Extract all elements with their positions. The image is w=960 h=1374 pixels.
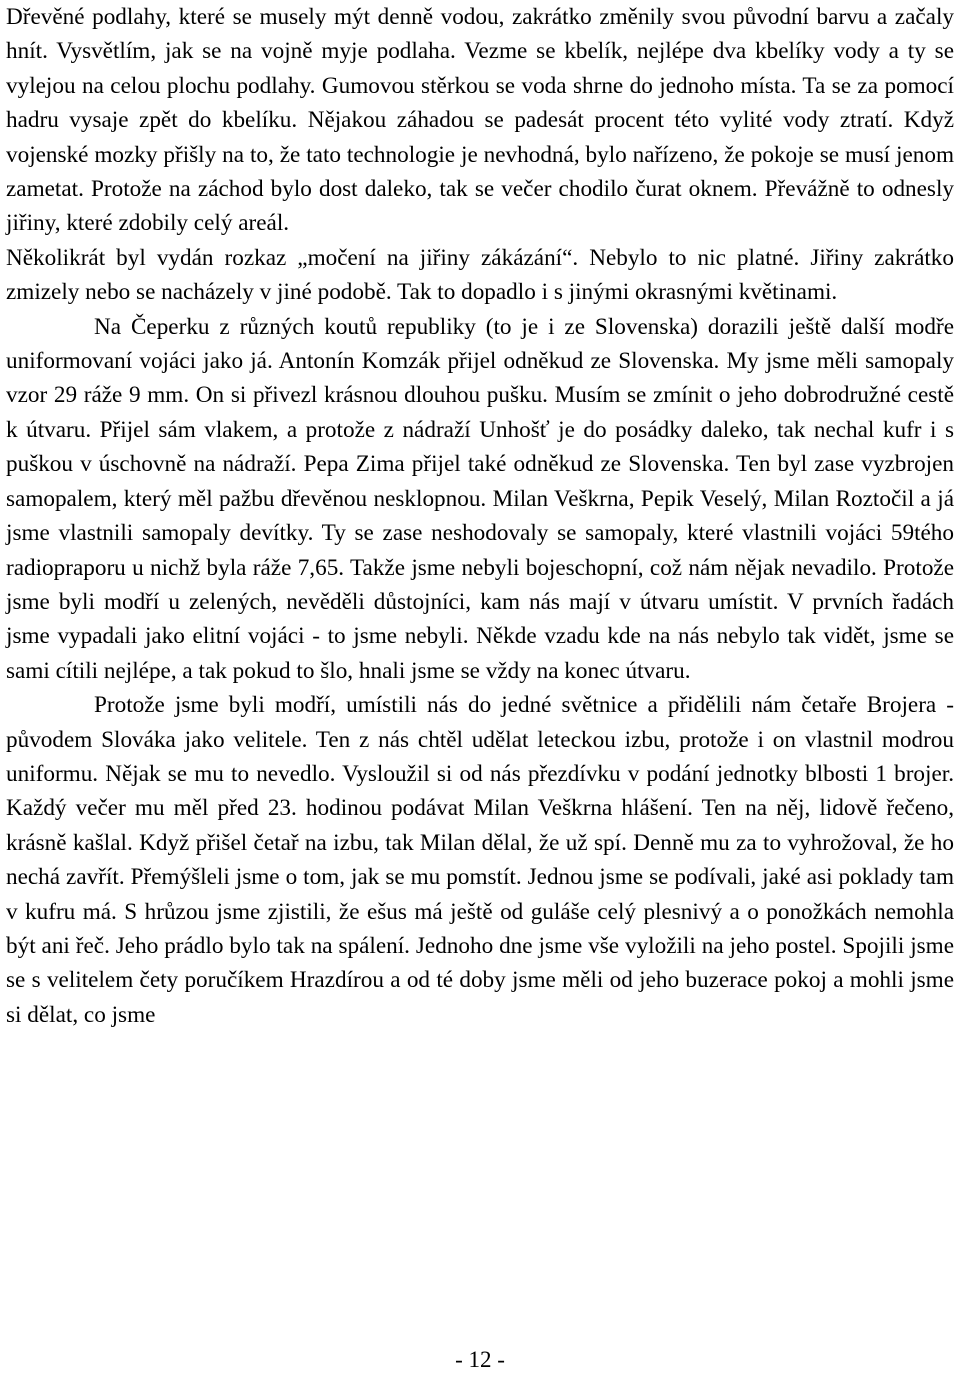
paragraph-dahlias: Několikrát byl vydán rozkaz „močení na jiřiny zákázání“. Nebylo to nic platné. Jiřiny zakrátko zmizely nebo se nacházely v jiné podobě. Tak to dopadlo i s jinými okrasnými květinami. (6, 244, 954, 306)
document-body (6, 0, 954, 1032)
paragraph-ceperka: Na Čeperku z různých koutů republiky (to je i ze Slovenska) dorazili ještě další modře uniformovaní vojáci jako já. Antonín Komzák přijel odněkud ze Slovenska. My jsme měli samopaly vzor 29 ráže 9 mm. On si přivezl krásnou dlouhou pušku. Musím se zmínit o jeho dobrodružné cestě k útvaru. Přijel sám vlakem, a protože z nádraží Unhošť je do posádky daleko, tak nechal kufr i s puškou v úschovně na nádraží. Pepa Zima přijel také odněkud ze Slovenska. Ten byl zase vyzbrojen samopalem, který měl pažbu dřevěnou nesklopnou. Milan Veškrna, Pepik Veselý, Milan Roztočil a já jsme vlastnili samopaly devítky. Ty se zase neshodovaly se samopaly, které vlastnili vojáci 59tého radiopraporu u nichž byla ráže 7,65. Takže jsme nebyli bojeschopní, což nám nějak nevadilo. Protože jsme byli modří u zelených, nevěděli důstojníci, kam nás mají v útvaru umístit. V prvních řadách jsme vypadali jako elitní vojáci - to jsme nebyli. Někde vzadu kde na nás nebylo tak vidět, jsme se sami cítili nejlépe, a tak pokud to šlo, hnali jsme se vždy na konec útvaru. (6, 313, 954, 684)
paragraph-brojer: Protože jsme byli modří, umístili nás do jedné světnice a přidělili nám četaře Brojera -původem Slováka jako velitele. Ten z nás chtěl udělat leteckou izbu, protože i on vlastnil modrou uniformu. Nějak se mu to nevedlo. Vysloužil si od nás přezdívku v podání jednotky blbosti 1 brojer. Každý večer mu měl před 23. hodinou podávat Milan Veškrna hlášení. Ten na něj, lidově řečeno, krásně kašlal. Když přišel četař na izbu, tak Milan dělal, že už spí. Denně mu za to vyhrožoval, že ho nechá zavřít. Přemýšleli jsme o tom, jak se mu pomstít. Jednou jsme se podívali, jaké asi poklady tam v kufru má. S hrůzou jsme zjistili, že ešus má ještě od guláše celý plesnivý a o ponožkách nemohla být ani řeč. Jeho prádlo bylo tak na spálení. Jednoho dne jsme vše vyložili na jeho postel. Spojili jsme se s velitelem čety poručíkem Hrazdírou a od té doby jsme měli od jeho buzerace pokoj a mohli jsme si dělat, co jsme (6, 692, 954, 1028)
page-number: - 12 - (455, 1347, 505, 1372)
paragraph-floors: Dřevěné podlahy, které se musely mýt denně vodou, zakrátko změnily svou původní barvu a začaly hnít. Vysvětlím, jak se na vojně myje podlaha. Vezme se kbelík, nejlépe dva kbelíky vody a ty se vylejou na celou plochu podlahy. Gumovou stěrkou se voda shrne do jednoho místa. Ta se za pomocí hadru vysaje zpět do kbelíku. Nějakou záhadou se padesát procent této vylité vody ztratí. Když vojenské mozky přišly na to, že tato technologie je nevhodná, bylo nařízeno, že pokoje se musí jenom zametat. Protože na záchod bylo dost daleko, tak se večer chodilo čurat oknem. Převážně to odnesly jiřiny, které zdobily celý areál. (6, 4, 954, 237)
